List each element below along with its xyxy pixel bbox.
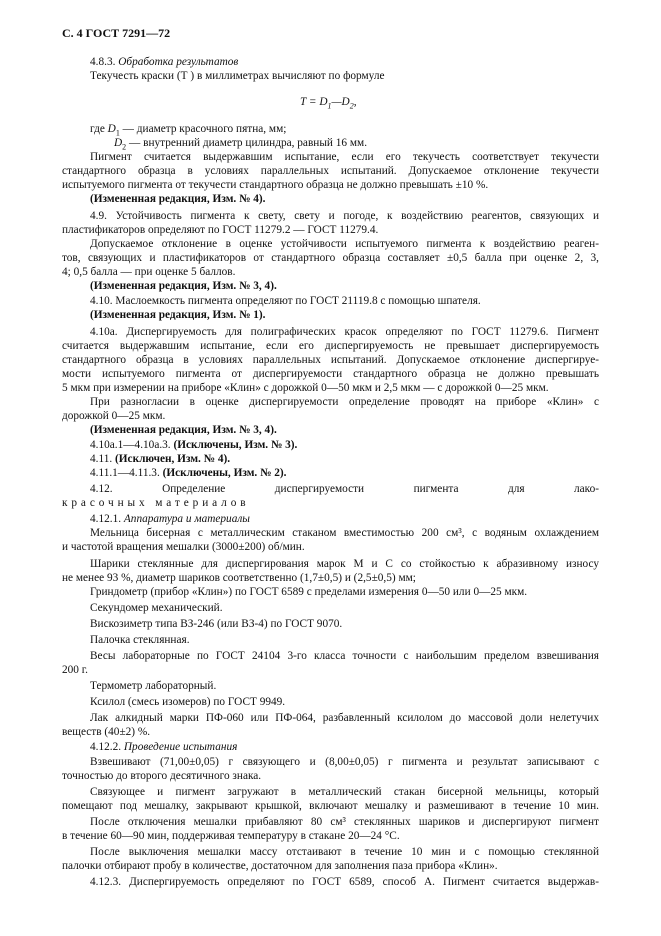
paragraph-line: После отключения мешалки прибавляют 80 см³ стеклянных шариков и диспергируют пигмент <box>90 816 599 828</box>
section-4-12-heading: 4.12. Определение диспергируемости пигмента для лако- <box>90 483 599 495</box>
section-4-12-1-heading: 4.12.1. Аппаратура и материалы <box>90 513 250 525</box>
paragraph-line: Термометр лабораторный. <box>90 680 217 692</box>
paragraph-line: Весы лабораторные по ГОСТ 24104 3-го класса точности с наибольшим пределом взвешивания <box>90 650 599 662</box>
paragraph-line: 5 мкм при измерении на приборе «Клин» с дорожкой 0—50 мкм и 2,5 мкм — с дорожкой 0—25 мкм. <box>62 382 549 394</box>
excluded-note: 4.11. (Исключен, Изм. № 4). <box>90 453 231 465</box>
paragraph-line: палочки отбирают пробу в количестве, достаточном для заполнения паза прибора «Клин». <box>62 860 498 872</box>
paragraph-line: веществ (40±2) %. <box>62 726 151 738</box>
paragraph-line: точностью до второго десятичного знака. <box>62 770 262 782</box>
paragraph-line: Связующее и пигмент загружают в металлический стакан бисерной мельницы, который <box>90 786 599 798</box>
amendment-note: (Измененная редакция, Изм. № 3, 4). <box>90 280 277 292</box>
paragraph-line: 200 г. <box>62 664 88 676</box>
paragraph-line: дорожкой 0—25 мкм. <box>62 410 166 422</box>
paragraph-line: Взвешивают (71,00±0,05) г связующего и (8,00±0,05) г пигмента и результат записывают с <box>90 756 599 768</box>
paragraph-line: и частотой вращения мешалки (3000±200) об/мин. <box>62 541 305 553</box>
amendment-note: (Измененная редакция, Изм. № 3, 4). <box>90 424 277 436</box>
paragraph-line: 4.9. Устойчивость пигмента к свету, свету и погоде, к воздействию реагентов, связующих и <box>90 210 599 222</box>
paragraph-line: 4.10. Маслоемкость пигмента определяют по ГОСТ 21119.8 с помощью шпателя. <box>90 295 481 307</box>
paragraph-line: Шарики стеклянные для диспергирования марок М и С со стойкостью к абразивному износу <box>90 558 599 570</box>
paragraph-line: помещают под мешалку, закрывают крышкой, включают мешалку и размешивают в течение 10 мин. <box>62 800 599 812</box>
section-4-8-3-heading: 4.8.3. Обработка результатов <box>90 56 239 68</box>
section-4-12-heading-cont: красочных материалов <box>62 497 250 509</box>
paragraph-line: При разногласии в оценке диспергируемости определение проводят на приборе «Клин» с <box>90 396 599 408</box>
amendment-note: (Измененная редакция, Изм. № 4). <box>90 193 266 205</box>
paragraph-line: тов, связующих и пластификаторов от стандартного образца составляет ±0,5 балла при оценке 2, 3, <box>62 252 599 264</box>
paragraph-line: Допускаемое отклонение в оценке устойчивости испытуемого пигмента к воздействию реаген- <box>90 238 599 250</box>
paragraph-line: 4; 0,5 балла — при оценке 5 баллов. <box>62 266 236 278</box>
paragraph-line: Вискозиметр типа ВЗ-246 (или ВЗ-4) по ГОСТ 9070. <box>90 618 343 630</box>
paragraph-line: Текучесть краски (Т ) в миллиметрах вычисляют по формуле <box>90 70 385 82</box>
paragraph-line: Ксилол (смесь изомеров) по ГОСТ 9949. <box>90 696 286 708</box>
section-4-12-2-heading: 4.12.2. Проведение испытания <box>90 741 238 753</box>
paragraph-line: После выключения мешалки массу отстаивают в течение 10 мин и с помощью стеклянной <box>90 846 599 858</box>
formula: $T = D_1—D_2$, <box>300 96 357 111</box>
paragraph-line: Секундомер механический. <box>90 602 223 614</box>
paragraph-line: пластификаторов определяют по ГОСТ 11279.2 — ГОСТ 11279.4. <box>62 224 379 236</box>
formula-legend-line: где $D_1$ — диаметр красочного пятна, мм; <box>90 123 287 138</box>
paragraph-line: Гриндометр (прибор «Клин») по ГОСТ 6589 с пределами измерения 0—50 или 0—25 мкм. <box>90 586 528 598</box>
paragraph-line: мости испытуемого пигмента от диспергируемости стандартного образца не должно превышать <box>62 368 599 380</box>
paragraph-line: в течение 60—90 мин, поддерживая температуру в стакане 20—24 °С. <box>62 830 400 842</box>
paragraph-line: испытуемого пигмента от текучести стандартного образца не должно превышать ±10 %. <box>62 179 489 191</box>
paragraph-line: 4.10а. Диспергируемость для полиграфических красок определяют по ГОСТ 11279.6. Пигмент <box>90 326 599 338</box>
paragraph-line: стандартного образца в условиях параллельных испытаний. Допускаемое отклонение текучести <box>62 165 599 177</box>
paragraph-line: стандартного образца в условиях параллельных испытаний. Допускаемое отклонение диспергируе- <box>62 354 599 366</box>
amendment-note: (Измененная редакция, Изм. № 1). <box>90 309 266 321</box>
formula-legend-line: $D_2$ — внутренний диаметр цилиндра, равный 16 мм. <box>114 137 368 152</box>
excluded-note: 4.10а.1—4.10а.3. (Исключены, Изм. № 3). <box>90 439 298 451</box>
paragraph-line: не менее 93 %, диаметр шариков соответственно (1,7±0,5) и (2,5±0,5) мм; <box>62 572 416 584</box>
paragraph-line: Пигмент считается выдержавшим испытание, если его текучесть соответствует текучести <box>90 151 599 163</box>
paragraph-line: считается выдержавшим испытание, если его диспергируемость не превышает диспергируемость <box>62 340 599 352</box>
paragraph-line: Палочка стеклянная. <box>90 634 190 646</box>
page-header: С. 4 ГОСТ 7291—72 <box>62 26 171 40</box>
paragraph-line: 4.12.3. Диспергируемость определяют по ГОСТ 6589, способ А. Пигмент считается выдержав- <box>90 876 599 888</box>
excluded-note: 4.11.1—4.11.3. (Исключены, Изм. № 2). <box>90 467 287 479</box>
paragraph-line: Мельница бисерная с металлическим стаканом вместимостью 200 см³, с водяным охлаждением <box>90 527 599 539</box>
paragraph-line: Лак алкидный марки ПФ-060 или ПФ-064, разбавленный ксилолом до массовой доли нелетучих <box>90 712 599 724</box>
